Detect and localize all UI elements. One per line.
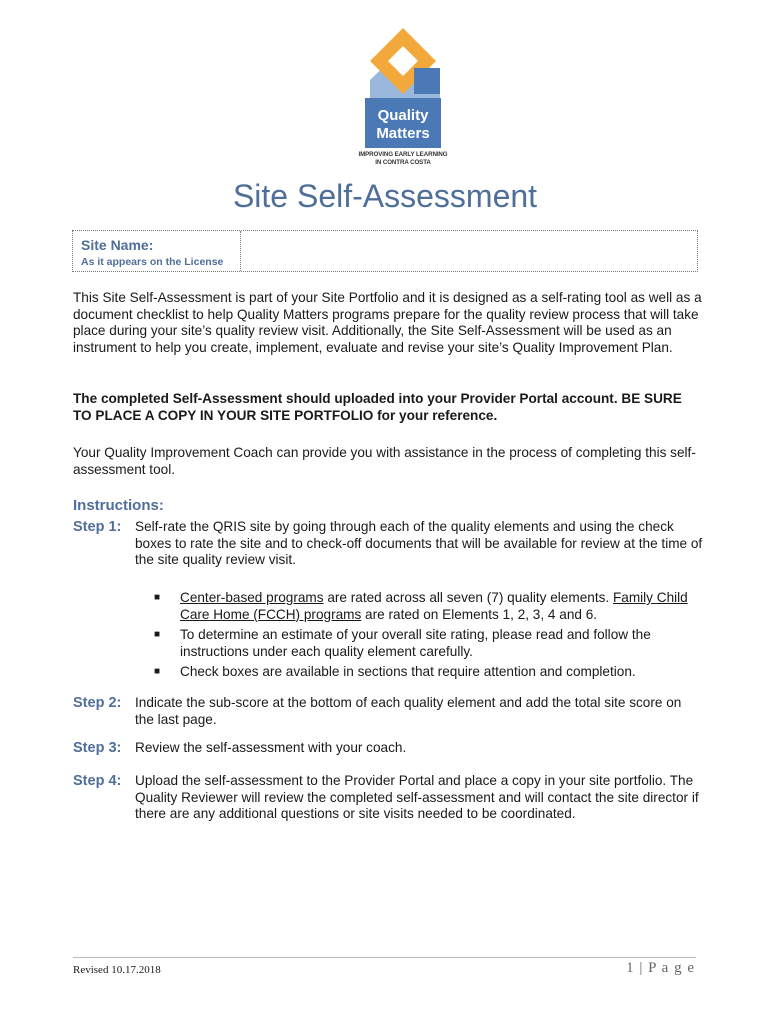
- step-3: [73, 740, 703, 757]
- logo-line2: Matters: [376, 125, 430, 142]
- step-3-label: Step 3:: [73, 740, 122, 756]
- logo-tagline-2: IN CONTRA COSTA: [375, 158, 431, 166]
- logo-tagline: [358, 151, 448, 166]
- upload-notice: The completed Self-Assessment should uploaded into your Provider Portal account. BE SURE TO PLACE A COPY IN YOUR SITE PORTFOLIO for your reference.: [73, 391, 682, 423]
- revised-date: Revised 10.17.2018: [73, 964, 161, 976]
- step-2-label: Step 2:: [73, 695, 122, 711]
- bullet-program-types: [154, 590, 694, 623]
- bullet-square-icon: ■: [154, 629, 161, 641]
- bullet-estimate: [154, 627, 694, 660]
- site-name-label-cell: [73, 231, 241, 271]
- intro-paragraph: This Site Self-Assessment is part of your Site Portfolio and it is designed as a self-rating tool as well as a document checklist to help Quality Matters programs prepare for the quality review process that will take place during your site’s quality review visit. Additionally, the Site Self-Assessment will be used as an instrument to help you create, implement, evaluate and revise your site’s Quality Improvement Plan.: [73, 290, 702, 355]
- bullet-square-icon: ■: [154, 666, 161, 678]
- coach-paragraph: Your Quality Improvement Coach can provide you with assistance in the process of completing this self-assessment tool.: [73, 445, 696, 477]
- bullet-square-icon: ■: [154, 592, 161, 603]
- site-name-label: Site Name:: [81, 237, 154, 253]
- step-1-text: Self-rate the QRIS site by going through each of the quality elements and using the check boxes to rate the site and to check-off documents that will be available for review at the time of the site quality review visit.: [135, 519, 703, 568]
- bullet-3-text: Check boxes are available in sections that require attention and completion.: [180, 664, 636, 680]
- logo-line1: Quality: [377, 107, 429, 124]
- step-4: [73, 773, 703, 823]
- step-4-text: Upload the self-assessment to the Provider Portal and place a copy in your site portfolio. The Quality Reviewer will review the completed self-assessment and will contact the site director if there are any additional questions or site visits needed to be coordinated.: [135, 773, 699, 822]
- step-2-text: Indicate the sub-score at the bottom of each quality element and add the total site score on the last page.: [135, 695, 682, 727]
- footer-divider: [73, 957, 696, 958]
- bullet-2-text: To determine an estimate of your overall site rating, please read and follow the instructions under each quality element carefully.: [180, 627, 651, 659]
- step-1-bullets: [154, 590, 694, 685]
- page-number: 1 | P a g e: [626, 960, 695, 976]
- quality-matters-logo: [362, 28, 444, 170]
- step-4-label: Step 4:: [73, 773, 122, 789]
- site-name-table: [72, 230, 698, 272]
- site-name-sublabel: As it appears on the License: [81, 256, 224, 268]
- fcch-link: Family Child Care Home (FCCH) programs: [180, 590, 688, 622]
- step-1: [73, 519, 703, 569]
- bullet-checkboxes: [154, 664, 694, 681]
- center-based-link: Center-based programs: [180, 590, 324, 605]
- logo-tagline-1: IMPROVING EARLY LEARNING: [358, 151, 448, 158]
- step-1-label: Step 1:: [73, 519, 122, 535]
- bullet-1-mid: are rated across all seven (7) quality elements.: [323, 590, 613, 605]
- page-title: Site Self-Assessment: [232, 178, 538, 214]
- site-name-field[interactable]: [241, 231, 697, 271]
- instructions-heading: Instructions:: [73, 497, 164, 514]
- step-3-text: Review the self-assessment with your coach.: [135, 740, 407, 755]
- step-2: [73, 695, 703, 728]
- bullet-1-end: are rated on Elements 1, 2, 3, 4 and 6.: [361, 606, 598, 622]
